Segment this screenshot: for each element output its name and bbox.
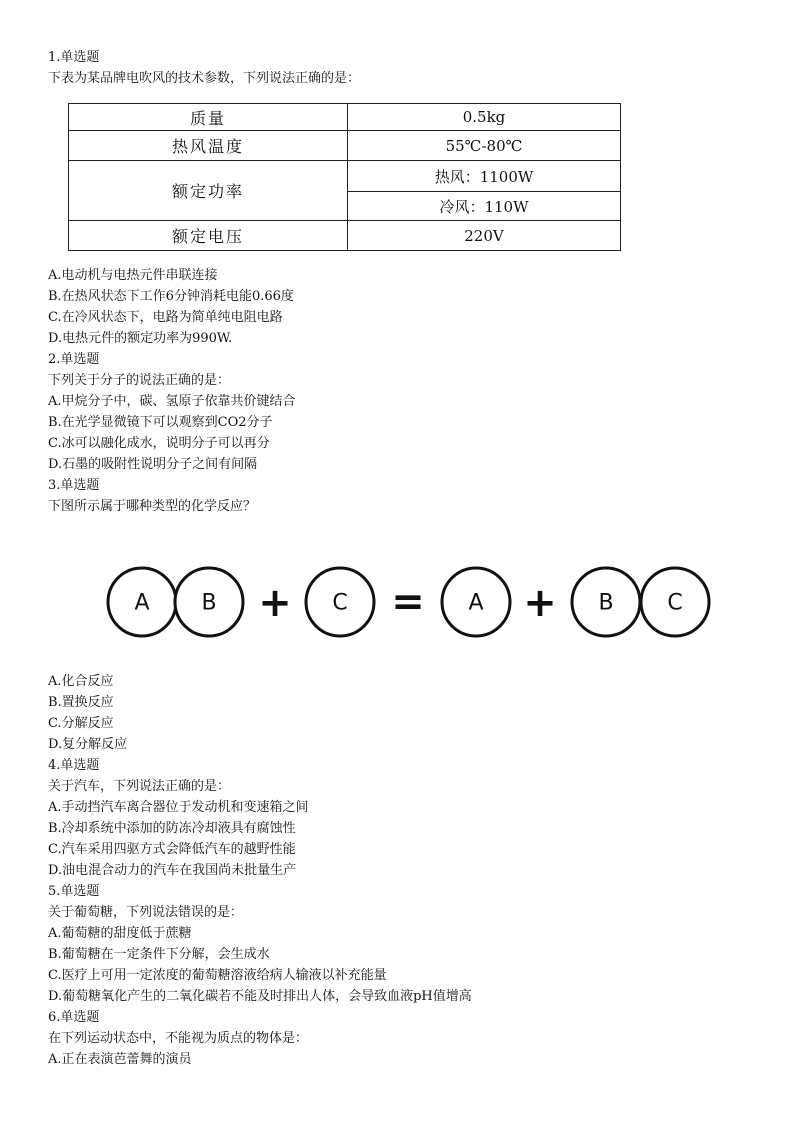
q3-option-d: D.复分解反应: [48, 737, 128, 752]
q2-option-b: B.在光学显微镜下可以观察到CO2分子: [48, 415, 273, 430]
q1-option-a: A.电动机与电热元件串联连接: [48, 268, 218, 283]
q1-option-b: B.在热风状态下工作6分钟消耗电能0.66度: [48, 289, 294, 304]
q5-stem: 关于葡萄糖，下列说法错误的是：: [48, 905, 244, 920]
product-plus-sign: +: [523, 580, 557, 626]
voltage-label: 额定电压: [69, 221, 348, 251]
q3-option-c: C.分解反应: [48, 716, 114, 731]
q1-option-c: C.在冷风状态下，电路为简单纯电阻电路: [48, 310, 283, 325]
q5-option-c: C.医疗上可用一定浓度的葡萄糖溶液给病人输液以补充能量: [48, 968, 387, 983]
q2-option-a: A.甲烷分子中，碳、氢原子依靠共价键结合: [48, 394, 296, 409]
power-cold-value: 冷风：110W: [348, 192, 621, 221]
q3-option-a: A.化合反应: [48, 674, 114, 689]
plus-sign: +: [258, 580, 292, 626]
q2-stem: 下列关于分子的说法正确的是：: [48, 373, 231, 388]
atom-a-reactant-label: A: [134, 590, 150, 616]
table-row: [69, 221, 621, 251]
q1-stem: 下表为某品牌电吹风的技术参数，下列说法正确的是：: [48, 71, 361, 86]
temp-label: 热风温度: [69, 131, 348, 161]
q5-option-d: D.葡萄糖氧化产生的二氧化碳若不能及时排出人体，会导致血液pH值增高: [48, 989, 472, 1004]
q5-number: 5.单选题: [48, 884, 100, 899]
voltage-value: 220V: [348, 221, 621, 251]
q6-option-a: A.正在表演芭蕾舞的演员: [48, 1052, 192, 1067]
q4-option-a: A.手动挡汽车离合器位于发动机和变速箱之间: [48, 800, 309, 815]
temp-value: 55℃-80℃: [348, 131, 621, 161]
q4-stem: 关于汽车，下列说法正确的是：: [48, 779, 231, 794]
reaction-diagram: [106, 564, 712, 640]
q2-option-d: D.石墨的吸附性说明分子之间有间隔: [48, 457, 258, 472]
atom-b-product-label: B: [598, 590, 614, 616]
table-row: [69, 104, 621, 131]
q2-number: 2.单选题: [48, 352, 100, 367]
atom-b-reactant-label: B: [201, 590, 217, 616]
q4-option-b: B.冷却系统中添加的防冻冷却液具有腐蚀性: [48, 821, 296, 836]
atom-a-product-label: A: [468, 590, 484, 616]
q6-number: 6.单选题: [48, 1010, 100, 1025]
q3-option-b: B.置换反应: [48, 695, 114, 710]
mass-label: 质量: [69, 104, 348, 131]
q4-option-d: D.油电混合动力的汽车在我国尚未批量生产: [48, 863, 297, 878]
q4-number: 4.单选题: [48, 758, 100, 773]
power-label: 额定功率: [69, 161, 348, 221]
q1-option-d: D.电热元件的额定功率为990W.: [48, 331, 233, 346]
q1-number: 1.单选题: [48, 50, 100, 65]
q3-stem: 下图所示属于哪种类型的化学反应？: [48, 499, 257, 514]
q5-option-b: B.葡萄糖在一定条件下分解，会生成水: [48, 947, 270, 962]
spec-table: [68, 103, 621, 251]
table-row: [69, 161, 621, 192]
q3-number: 3.单选题: [48, 478, 100, 493]
table-row: [69, 131, 621, 161]
equals-sign: =: [391, 579, 425, 625]
q4-option-c: C.汽车采用四驱方式会降低汽车的越野性能: [48, 842, 296, 857]
atom-c-product-label: C: [667, 590, 683, 616]
atom-c-reactant-label: C: [332, 590, 348, 616]
mass-value: 0.5kg: [348, 104, 621, 131]
q2-option-c: C.冰可以融化成水，说明分子可以再分: [48, 436, 270, 451]
power-hot-value: 热风：1100W: [348, 161, 621, 192]
q6-stem: 在下列运动状态中，不能视为质点的物体是：: [48, 1031, 309, 1046]
q5-option-a: A.葡萄糖的甜度低于蔗糖: [48, 926, 192, 941]
